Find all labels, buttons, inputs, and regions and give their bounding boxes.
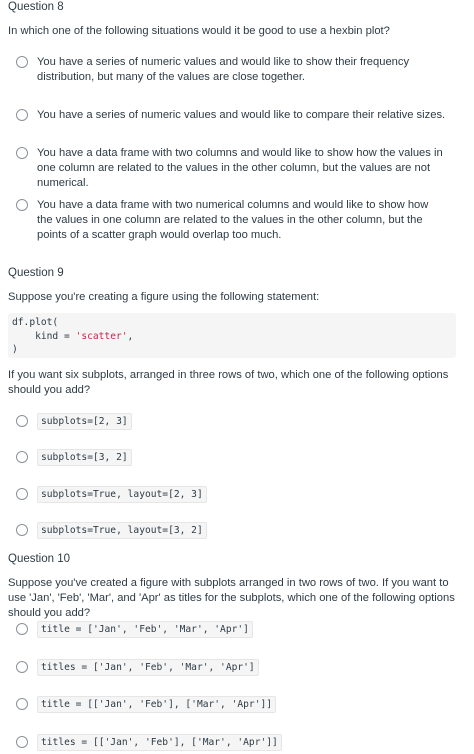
question-8-option-1[interactable] — [16, 55, 466, 85]
question-8-option-2[interactable] — [16, 108, 466, 123]
code-line-2-end: , — [127, 330, 134, 342]
option-label: You have a series of numeric values and would like to compare their relative sizes. — [37, 109, 446, 121]
question-9-option-4[interactable] — [16, 523, 466, 539]
radio-button[interactable] — [16, 698, 28, 710]
radio-button[interactable] — [16, 147, 28, 159]
question-9-option-1[interactable] — [16, 414, 466, 430]
question-9-option-3[interactable] — [16, 487, 466, 503]
radio-button[interactable] — [16, 524, 28, 536]
option-label: You have a series of numeric values and would like to show their frequency distribution, but many of the values are close together. — [37, 56, 410, 83]
option-code-label: titles = ['Jan', 'Feb', 'Mar', 'Apr'] — [37, 659, 259, 676]
radio-button[interactable] — [16, 488, 28, 500]
option-code-label: titles = [['Jan', 'Feb'], ['Mar', 'Apr']] — [37, 734, 282, 751]
radio-button[interactable] — [16, 415, 28, 427]
question-8-option-4[interactable] — [16, 198, 466, 243]
option-label: You have a data frame with two columns and would like to show how the values in one column are related to the values in the other column, but the values are not numerical. — [37, 147, 443, 189]
question-8-prompt: In which one of the following situations would it be good to use a hexbin plot? — [8, 25, 390, 37]
question-10-option-1[interactable] — [16, 622, 466, 638]
option-code-label: subplots=[3, 2] — [37, 449, 132, 466]
radio-button[interactable] — [16, 661, 28, 673]
option-code-label: title = ['Jan', 'Feb', 'Mar', 'Apr'] — [37, 621, 253, 638]
code-line-2-key: kind = — [12, 330, 76, 342]
radio-button[interactable] — [16, 623, 28, 635]
option-code-label: subplots=[2, 3] — [37, 413, 132, 430]
question-9-option-2[interactable] — [16, 450, 466, 466]
question-8-title: Question 8 — [8, 1, 64, 13]
radio-button[interactable] — [16, 736, 28, 748]
option-code-label: subplots=True, layout=[3, 2] — [37, 522, 207, 539]
question-9-title: Question 9 — [8, 267, 64, 279]
option-code-label: title = [['Jan', 'Feb'], ['Mar', 'Apr']] — [37, 696, 276, 713]
radio-button[interactable] — [16, 199, 28, 211]
code-line-3: ) — [12, 344, 18, 355]
question-10-option-4[interactable] — [16, 735, 466, 751]
question-10-option-3[interactable] — [16, 697, 466, 713]
code-block — [8, 313, 456, 358]
code-line-2-string: 'scatter' — [75, 330, 128, 342]
question-9-prompt-2: If you want six subplots, arranged in three rows of two, which one of the following options should you add? — [8, 369, 449, 396]
option-label: You have a data frame with two numerical columns and would like to show how the values in one column are related to the values in the other column, but the points of a scatter graph would overlap too much. — [37, 199, 429, 241]
question-9-prompt: Suppose you're creating a figure using the following statement: — [8, 291, 320, 303]
question-10-option-2[interactable] — [16, 660, 466, 676]
code-line-1: df.plot( — [12, 317, 59, 328]
radio-button[interactable] — [16, 109, 28, 121]
radio-button[interactable] — [16, 451, 28, 463]
question-8-option-3[interactable] — [16, 146, 466, 191]
radio-button[interactable] — [16, 56, 28, 68]
question-10-prompt: Suppose you've created a figure with subplots arranged in two rows of two. If you want to use 'Jan', 'Feb', 'Mar', and 'Apr' as titles for the subplots, which one of the following options should you add? — [8, 577, 455, 619]
option-code-label: subplots=True, layout=[2, 3] — [37, 486, 207, 503]
question-10-title: Question 10 — [8, 553, 71, 565]
